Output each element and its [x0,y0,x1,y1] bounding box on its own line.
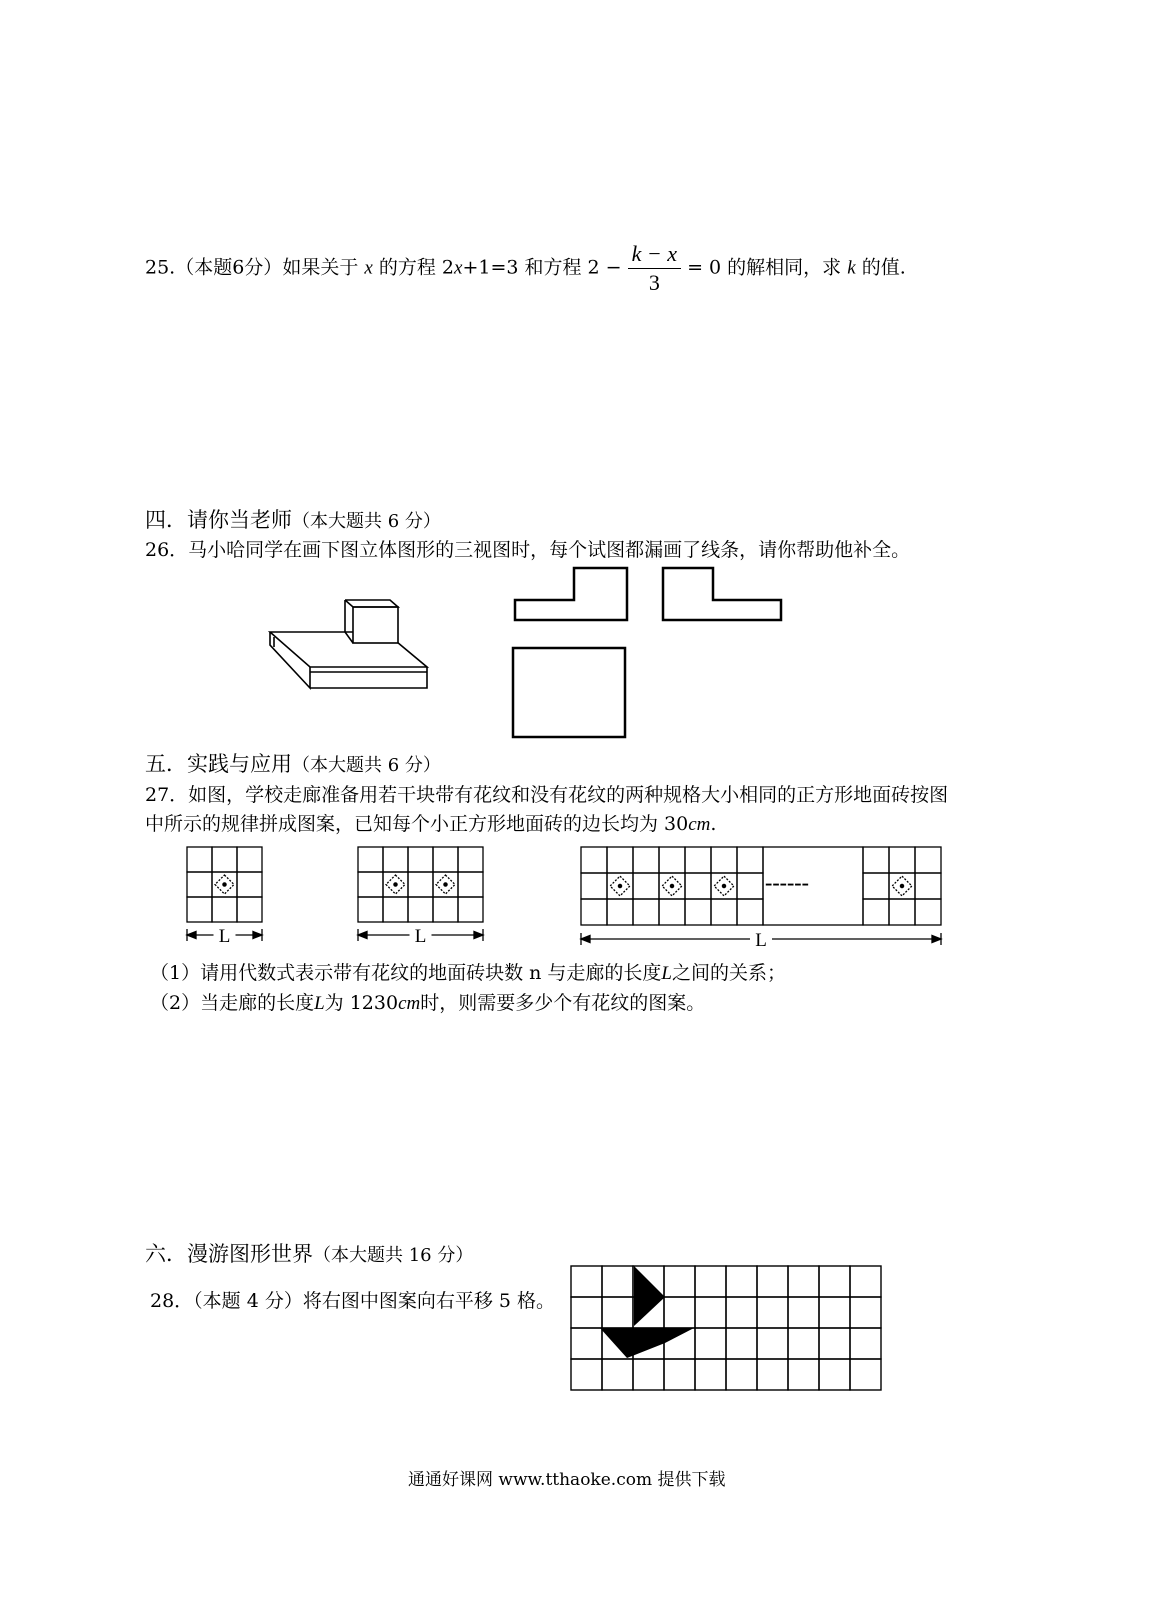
tile [711,899,737,925]
tile [633,1359,664,1390]
q27-part2-var: L [314,993,325,1014]
q27-line2-b: . [710,813,717,835]
pattern-tile-dot [444,883,447,886]
dimension-arrow-left [187,932,196,939]
pattern-tile-dot [223,883,226,886]
tile [863,847,889,873]
section-5-heading [145,750,441,780]
question-27-line-2 [145,811,716,838]
tile [571,1266,602,1297]
pattern-tile-dot [670,884,673,887]
tile [458,847,483,872]
q27-tile-pattern-1 [183,845,267,945]
tile [819,1328,850,1359]
dimension-arrow-right [253,932,262,939]
tile [571,1359,602,1390]
tile [695,1359,726,1390]
section-6-heading [145,1240,473,1270]
tile [237,847,262,872]
question-28: 28．（本题 4 分）将右图中图案向右平移 5 格。 [150,1290,556,1312]
tile [819,1359,850,1390]
tile [383,897,408,922]
q25-fraction [628,240,681,297]
dimension-arrow-right [474,932,483,939]
tile [358,897,383,922]
slab-bottom-edge [310,667,427,688]
tile [685,873,711,899]
tile [889,847,915,873]
q25-text-c: +1=3 和方程 2 − [462,256,622,279]
tile [850,1266,881,1297]
tile [819,1266,850,1297]
q25-var-x-2: x [454,257,463,279]
tile [633,847,659,873]
tile [695,1328,726,1359]
tile [664,1359,695,1390]
q28-upper-triangle [634,1266,665,1326]
tile [358,872,383,897]
dimension-label-L: L [218,926,231,945]
section-6-title: 六．漫游图形世界 [145,1242,313,1266]
tile [788,1359,819,1390]
tile [358,847,383,872]
tile [757,1359,788,1390]
question-27-part-1 [150,960,786,987]
tile [819,1297,850,1328]
q28-grid-figure [567,1563,568,1564]
tile [757,1297,788,1328]
tile [408,897,433,922]
footer: 通通好课网 www.tthaoke.com 提供下载 [408,1470,726,1490]
q28-grid [568,1263,888,1393]
tile [664,1266,695,1297]
q27-part1-var: L [661,963,672,984]
tile [571,1297,602,1328]
question-25 [145,240,906,297]
q27-part2-a: （2）当走廊的长度 [150,992,315,1014]
q26-solid-figure [265,590,435,695]
tile [581,873,607,899]
tile [850,1359,881,1390]
tile [915,899,941,925]
pattern-tile-dot [618,884,621,887]
section-5-title: 五．实践与应用 [145,752,292,776]
section-4-heading [145,506,441,536]
tile [607,899,633,925]
tile [737,873,763,899]
section-4-note: （本大题共 6 分） [292,511,441,532]
q25-text-a: 如果关于 [282,256,359,279]
slab-left-side [270,632,310,688]
tile [433,847,458,872]
tile [850,1297,881,1328]
cube-top-face [345,600,398,607]
tile [187,872,212,897]
tile [664,1297,695,1328]
tile [458,872,483,897]
q25-var-x: x [364,257,373,279]
tile [726,1328,757,1359]
q26-top-view [510,645,628,740]
q27-part2-c: 时，则需要多少个有花纹的图案。 [420,992,706,1014]
q28-lower-shape [600,1328,694,1358]
tile [726,1266,757,1297]
tile [685,847,711,873]
q27-part2-unit: cm [398,993,421,1014]
tile [659,847,685,873]
section-6-note: （本大题共 16 分） [313,1245,474,1266]
tile [433,897,458,922]
tile [695,1266,726,1297]
tile [581,899,607,925]
tile [602,1266,633,1297]
tile [607,847,633,873]
tile [685,899,711,925]
tile [633,873,659,899]
tile [889,899,915,925]
tile [237,872,262,897]
q25-score: （本题6分） [175,256,283,279]
q26-front-view [512,565,632,625]
q26-side-view [660,565,786,625]
tile [711,847,737,873]
q27-dashes: ------ [765,870,809,895]
tile [187,897,212,922]
pattern-tile-dot [722,884,725,887]
tile [788,1266,819,1297]
tile [408,847,433,872]
tile [788,1297,819,1328]
q27-line2-unit: cm [688,814,711,835]
q25-frac-denominator: 3 [648,270,660,295]
tile [237,897,262,922]
dimension-arrow-right [932,936,941,943]
dimension-arrow-left [581,936,590,943]
q25-text-b: 的方程 2 [378,256,454,279]
dimension-label-L: L [414,926,427,945]
tile [915,847,941,873]
cube-front-face [353,607,398,643]
q27-part2-b: 为 1230 [324,992,399,1014]
tile [602,1297,633,1328]
tile [581,847,607,873]
q27-part1-a: （1）请用代数式表示带有花纹的地面砖块数 n 与走廊的长度 [150,962,662,984]
q27-part1-b: 之间的关系； [671,962,786,984]
q25-frac-numerator: k − x [628,240,681,269]
tile [737,847,763,873]
tile [571,1328,602,1359]
q27-line2-a: 中所示的规律拼成图案，已知每个小正方形地面砖的边长均为 30 [145,813,689,835]
q25-text-e: 的值. [861,256,906,279]
question-26: 26．马小哈同学在画下图立体图形的三视图时，每个试图都漏画了线条，请你帮助他补全。 [145,539,911,561]
q25-var-k: k [847,257,856,279]
dimension-label-L: L [755,930,767,951]
tile [212,897,237,922]
q25-text-d: = 0 的解相同，求 [687,256,842,279]
tile [383,847,408,872]
section-4-title: 四．请你当老师 [145,508,292,532]
q27-tile-pattern-3 [577,845,943,953]
question-27-line-1: 27．如图，学校走廊准备用若干块带有花纹和没有花纹的两种规格大小相同的正方形地面砖按图 [145,784,949,806]
tile [788,1328,819,1359]
tile [408,872,433,897]
question-27-part-2 [150,990,705,1017]
tile [757,1266,788,1297]
tile [602,1359,633,1390]
tile [850,1328,881,1359]
tile [212,847,237,872]
tile [187,847,212,872]
tile [737,899,763,925]
tile [659,899,685,925]
dimension-arrow-left [358,932,367,939]
tile [915,873,941,899]
tile [863,873,889,899]
tile [726,1297,757,1328]
q27-tile-pattern-2 [354,845,486,945]
tile [726,1359,757,1390]
tile [757,1328,788,1359]
tile [633,899,659,925]
q25-number: 25. [145,256,176,279]
pattern-tile-dot [394,883,397,886]
section-5-note: （本大题共 6 分） [292,755,441,776]
tile [458,897,483,922]
tile [863,899,889,925]
tile [695,1297,726,1328]
pattern-tile-dot [900,884,903,887]
